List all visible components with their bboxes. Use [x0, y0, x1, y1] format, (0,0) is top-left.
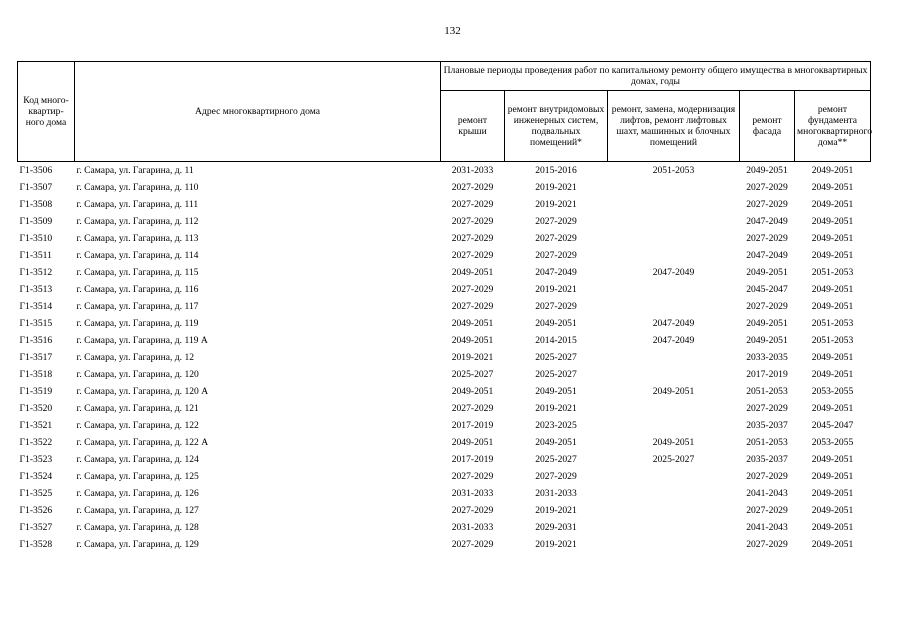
- cell-address: г. Самара, ул. Гагарина, д. 126: [76, 488, 199, 499]
- cell-house-code: Г1-3509: [19, 216, 53, 227]
- cell-foundation-period: 2049-2051: [811, 505, 854, 516]
- cell-roof-period: 2027-2029: [451, 199, 494, 210]
- table-row: [18, 264, 871, 281]
- cell-systems-period: 2025-2027: [535, 369, 577, 380]
- cell-systems-period: 2049-2051: [535, 386, 577, 397]
- cell-roof-period: 2025-2027: [451, 369, 494, 380]
- cell-roof-period: 2027-2029: [451, 505, 494, 516]
- cell-address: г. Самара, ул. Гагарина, д. 127: [76, 505, 199, 516]
- table-row: [18, 468, 871, 485]
- cell-house-code: Г1-3528: [19, 539, 53, 550]
- cell-house-code: Г1-3508: [19, 199, 53, 210]
- cell-systems-period: 2027-2029: [535, 471, 577, 482]
- cell-address: г. Самара, ул. Гагарина, д. 122 А: [76, 437, 209, 448]
- table-row: [18, 315, 871, 332]
- cell-house-code: Г1-3523: [19, 454, 53, 465]
- table-row: [18, 519, 871, 536]
- cell-foundation-period: 2049-2051: [811, 403, 854, 414]
- cell-roof-period: 2049-2051: [451, 335, 494, 346]
- cell-lifts-period: [608, 213, 740, 230]
- cell-systems-period: 2025-2027: [535, 352, 577, 363]
- table-body: [18, 162, 871, 554]
- cell-lifts-period: [608, 366, 740, 383]
- cell-facade-period: 2027-2029: [746, 403, 788, 414]
- cell-facade-period: 2051-2053: [746, 437, 788, 448]
- cell-foundation-period: 2049-2051: [811, 233, 854, 244]
- cell-lifts-period: [608, 502, 740, 519]
- cell-address: г. Самара, ул. Гагарина, д. 129: [76, 539, 199, 550]
- cell-lifts-period: [608, 230, 740, 247]
- header-facade-repair: ремонт фасада: [740, 91, 795, 162]
- cell-address: г. Самара, ул. Гагарина, д. 120 А: [76, 386, 209, 397]
- table-row: [18, 247, 871, 264]
- cell-lifts-period: [608, 417, 740, 434]
- cell-systems-period: 2027-2029: [535, 301, 577, 312]
- cell-lifts-period: [608, 519, 740, 536]
- cell-facade-period: 2045-2047: [746, 284, 788, 295]
- cell-house-code: Г1-3526: [19, 505, 53, 516]
- cell-address: г. Самара, ул. Гагарина, д. 111: [76, 199, 199, 210]
- cell-house-code: Г1-3512: [19, 267, 53, 278]
- table-row: [18, 230, 871, 247]
- cell-address: г. Самара, ул. Гагарина, д. 112: [76, 216, 199, 227]
- cell-address: г. Самара, ул. Гагарина, д. 124: [76, 454, 199, 465]
- cell-foundation-period: 2049-2051: [811, 199, 854, 210]
- cell-systems-period: 2019-2021: [535, 505, 577, 516]
- cell-foundation-period: 2045-2047: [811, 420, 854, 431]
- cell-foundation-period: 2049-2051: [811, 352, 854, 363]
- cell-house-code: Г1-3513: [19, 284, 53, 295]
- cell-foundation-period: 2049-2051: [811, 182, 854, 193]
- cell-roof-period: 2027-2029: [451, 250, 494, 261]
- cell-foundation-period: 2053-2055: [811, 437, 854, 448]
- cell-foundation-period: 2049-2051: [811, 471, 854, 482]
- cell-house-code: Г1-3514: [19, 301, 53, 312]
- cell-lifts-period: 2047-2049: [652, 318, 695, 329]
- cell-house-code: Г1-3525: [19, 488, 53, 499]
- cell-lifts-period: [608, 281, 740, 298]
- cell-lifts-period: 2047-2049: [652, 335, 695, 346]
- cell-address: г. Самара, ул. Гагарина, д. 125: [76, 471, 199, 482]
- header-address: Адрес многоквартирного дома: [75, 62, 441, 162]
- header-planned-periods: Плановые периоды проведения работ по капитальному ремонту общего имущества в многоквартирных домах, годы: [441, 62, 871, 91]
- cell-foundation-period: 2049-2051: [811, 284, 854, 295]
- cell-address: г. Самара, ул. Гагарина, д. 12: [76, 352, 195, 363]
- cell-systems-period: 2027-2029: [535, 216, 577, 227]
- cell-lifts-period: 2025-2027: [652, 454, 695, 465]
- cell-house-code: Г1-3507: [19, 182, 53, 193]
- table-row: [18, 485, 871, 502]
- cell-systems-period: 2014-2015: [535, 335, 577, 346]
- cell-roof-period: 2049-2051: [451, 437, 494, 448]
- cell-systems-period: 2031-2033: [535, 488, 577, 499]
- cell-roof-period: 2017-2019: [451, 454, 494, 465]
- cell-foundation-period: 2049-2051: [811, 454, 854, 465]
- cell-foundation-period: 2051-2053: [811, 267, 854, 278]
- cell-house-code: Г1-3521: [19, 420, 53, 431]
- cell-address: г. Самара, ул. Гагарина, д. 119 А: [76, 335, 208, 346]
- cell-lifts-period: [608, 468, 740, 485]
- table-row: [18, 196, 871, 213]
- cell-systems-period: 2019-2021: [535, 199, 577, 210]
- cell-foundation-period: 2049-2051: [811, 539, 854, 550]
- cell-foundation-period: 2049-2051: [795, 162, 871, 180]
- cell-house-code: Г1-3519: [19, 386, 53, 397]
- cell-foundation-period: 2051-2053: [811, 335, 854, 346]
- cell-systems-period: 2049-2051: [535, 318, 577, 329]
- cell-house-code: Г1-3527: [19, 522, 53, 533]
- cell-roof-period: 2027-2029: [451, 182, 494, 193]
- cell-address: г. Самара, ул. Гагарина, д. 120: [76, 369, 199, 380]
- cell-house-code: Г1-3520: [19, 403, 53, 414]
- table-row: [18, 298, 871, 315]
- table-row: [18, 213, 871, 230]
- cell-lifts-period: [608, 298, 740, 315]
- cell-facade-period: 2049-2051: [746, 318, 788, 329]
- cell-address: г. Самара, ул. Гагарина, д. 119: [76, 318, 199, 329]
- table-row: [18, 366, 871, 383]
- cell-address: г. Самара, ул. Гагарина, д. 116: [76, 284, 199, 295]
- cell-address: г. Самара, ул. Гагарина, д. 128: [76, 522, 199, 533]
- cell-facade-period: 2017-2019: [746, 369, 788, 380]
- cell-facade-period: 2049-2051: [746, 335, 788, 346]
- cell-roof-period: 2027-2029: [451, 284, 494, 295]
- cell-foundation-period: 2049-2051: [811, 216, 854, 227]
- cell-lifts-period: [608, 536, 740, 553]
- cell-house-code: Г1-3518: [19, 369, 53, 380]
- cell-systems-period: 2027-2029: [535, 233, 577, 244]
- cell-house-code: Г1-3516: [19, 335, 53, 346]
- table-row: [18, 434, 871, 451]
- cell-systems-period: 2019-2021: [535, 182, 577, 193]
- cell-facade-period: 2035-2037: [746, 420, 788, 431]
- cell-facade-period: 2047-2049: [746, 250, 788, 261]
- cell-facade-period: 2041-2043: [746, 522, 788, 533]
- table-header: [18, 62, 871, 162]
- cell-facade-period: 2047-2049: [746, 216, 788, 227]
- cell-roof-period: 2049-2051: [451, 267, 494, 278]
- cell-lifts-period: 2049-2051: [652, 437, 695, 448]
- cell-foundation-period: 2049-2051: [811, 250, 854, 261]
- table-row: [18, 417, 871, 434]
- cell-roof-period: 2017-2019: [451, 420, 494, 431]
- cell-address: г. Самара, ул. Гагарина, д. 115: [76, 267, 199, 278]
- cell-lifts-period: [608, 247, 740, 264]
- cell-systems-period: 2027-2029: [535, 250, 577, 261]
- header-systems-repair: ремонт внутридомовых инженерных систем, подвальных помещений*: [505, 91, 608, 162]
- cell-house-code: Г1-3524: [19, 471, 53, 482]
- table-row: [18, 536, 871, 553]
- cell-lifts-period: 2049-2051: [652, 386, 695, 397]
- cell-lifts-period: 2047-2049: [652, 267, 695, 278]
- cell-facade-period: 2041-2043: [746, 488, 788, 499]
- cell-facade-period: 2035-2037: [746, 454, 788, 465]
- cell-facade-period: 2027-2029: [746, 539, 788, 550]
- cell-facade-period: 2027-2029: [746, 301, 788, 312]
- cell-address: г. Самара, ул. Гагарина, д. 114: [76, 250, 199, 261]
- cell-lifts-period: [608, 400, 740, 417]
- header-lifts-repair: ремонт, замена, модернизация лифтов, ремонт лифтовых шахт, машинных и блочных помещений: [608, 91, 740, 162]
- header-foundation-repair: ремонт фундамента многоквартирного дома**: [795, 91, 871, 162]
- cell-lifts-period: [608, 196, 740, 213]
- cell-foundation-period: 2049-2051: [811, 522, 854, 533]
- cell-foundation-period: 2049-2051: [811, 369, 854, 380]
- repair-schedule-table: [17, 61, 871, 553]
- cell-address: г. Самара, ул. Гагарина, д. 110: [76, 182, 199, 193]
- cell-systems-period: 2019-2021: [535, 403, 577, 414]
- cell-house-code: Г1-3522: [19, 437, 53, 448]
- cell-systems-period: 2019-2021: [535, 539, 577, 550]
- cell-systems-period: 2019-2021: [535, 284, 577, 295]
- cell-foundation-period: 2051-2053: [811, 318, 854, 329]
- cell-facade-period: 2027-2029: [746, 182, 788, 193]
- cell-address: г. Самара, ул. Гагарина, д. 122: [76, 420, 199, 431]
- page-number: 132: [444, 25, 461, 37]
- header-roof-repair: ремонт крыши: [441, 91, 505, 162]
- cell-address: г. Самара, ул. Гагарина, д. 11: [75, 162, 441, 180]
- cell-facade-period: 2027-2029: [746, 199, 788, 210]
- cell-house-code: Г1-3517: [19, 352, 53, 363]
- cell-address: г. Самара, ул. Гагарина, д. 113: [76, 233, 199, 244]
- cell-roof-period: 2027-2029: [451, 539, 494, 550]
- cell-roof-period: 2027-2029: [451, 403, 494, 414]
- cell-address: г. Самара, ул. Гагарина, д. 117: [76, 301, 199, 312]
- table-row: [18, 281, 871, 298]
- cell-systems-period: 2029-2031: [535, 522, 577, 533]
- cell-roof-period: 2031-2033: [441, 162, 505, 180]
- cell-systems-period: 2023-2025: [535, 420, 577, 431]
- cell-roof-period: 2031-2033: [451, 522, 494, 533]
- cell-roof-period: 2049-2051: [451, 386, 494, 397]
- table-row: [18, 332, 871, 349]
- cell-house-code: Г1-3506: [18, 162, 75, 180]
- cell-address: г. Самара, ул. Гагарина, д. 121: [76, 403, 199, 414]
- cell-facade-period: 2049-2051: [746, 267, 788, 278]
- table-row: [18, 162, 871, 180]
- table-row: [18, 383, 871, 400]
- cell-house-code: Г1-3511: [19, 250, 52, 261]
- cell-roof-period: 2031-2033: [451, 488, 494, 499]
- cell-roof-period: 2027-2029: [451, 301, 494, 312]
- cell-lifts-period: 2051-2053: [608, 162, 740, 180]
- cell-facade-period: 2027-2029: [746, 505, 788, 516]
- cell-facade-period: 2027-2029: [746, 233, 788, 244]
- cell-lifts-period: [608, 349, 740, 366]
- cell-roof-period: 2027-2029: [451, 216, 494, 227]
- cell-lifts-period: [608, 485, 740, 502]
- cell-lifts-period: [608, 179, 740, 196]
- cell-facade-period: 2033-2035: [746, 352, 788, 363]
- cell-roof-period: 2019-2021: [451, 352, 494, 363]
- table-row: [18, 349, 871, 366]
- table-row: [18, 502, 871, 519]
- cell-roof-period: 2049-2051: [451, 318, 494, 329]
- cell-roof-period: 2027-2029: [451, 233, 494, 244]
- cell-roof-period: 2027-2029: [451, 471, 494, 482]
- cell-facade-period: 2049-2051: [740, 162, 795, 180]
- cell-systems-period: 2015-2016: [505, 162, 608, 180]
- cell-foundation-period: 2053-2055: [811, 386, 854, 397]
- cell-systems-period: 2049-2051: [535, 437, 577, 448]
- cell-facade-period: 2027-2029: [746, 471, 788, 482]
- cell-foundation-period: 2049-2051: [811, 488, 854, 499]
- table-row: [18, 179, 871, 196]
- cell-house-code: Г1-3515: [19, 318, 53, 329]
- cell-house-code: Г1-3510: [19, 233, 53, 244]
- cell-systems-period: 2047-2049: [535, 267, 577, 278]
- header-house-code: Код много-квартир-ного дома: [18, 62, 75, 162]
- cell-facade-period: 2051-2053: [746, 386, 788, 397]
- cell-systems-period: 2025-2027: [535, 454, 577, 465]
- table-row: [18, 400, 871, 417]
- cell-foundation-period: 2049-2051: [811, 301, 854, 312]
- table-row: [18, 451, 871, 468]
